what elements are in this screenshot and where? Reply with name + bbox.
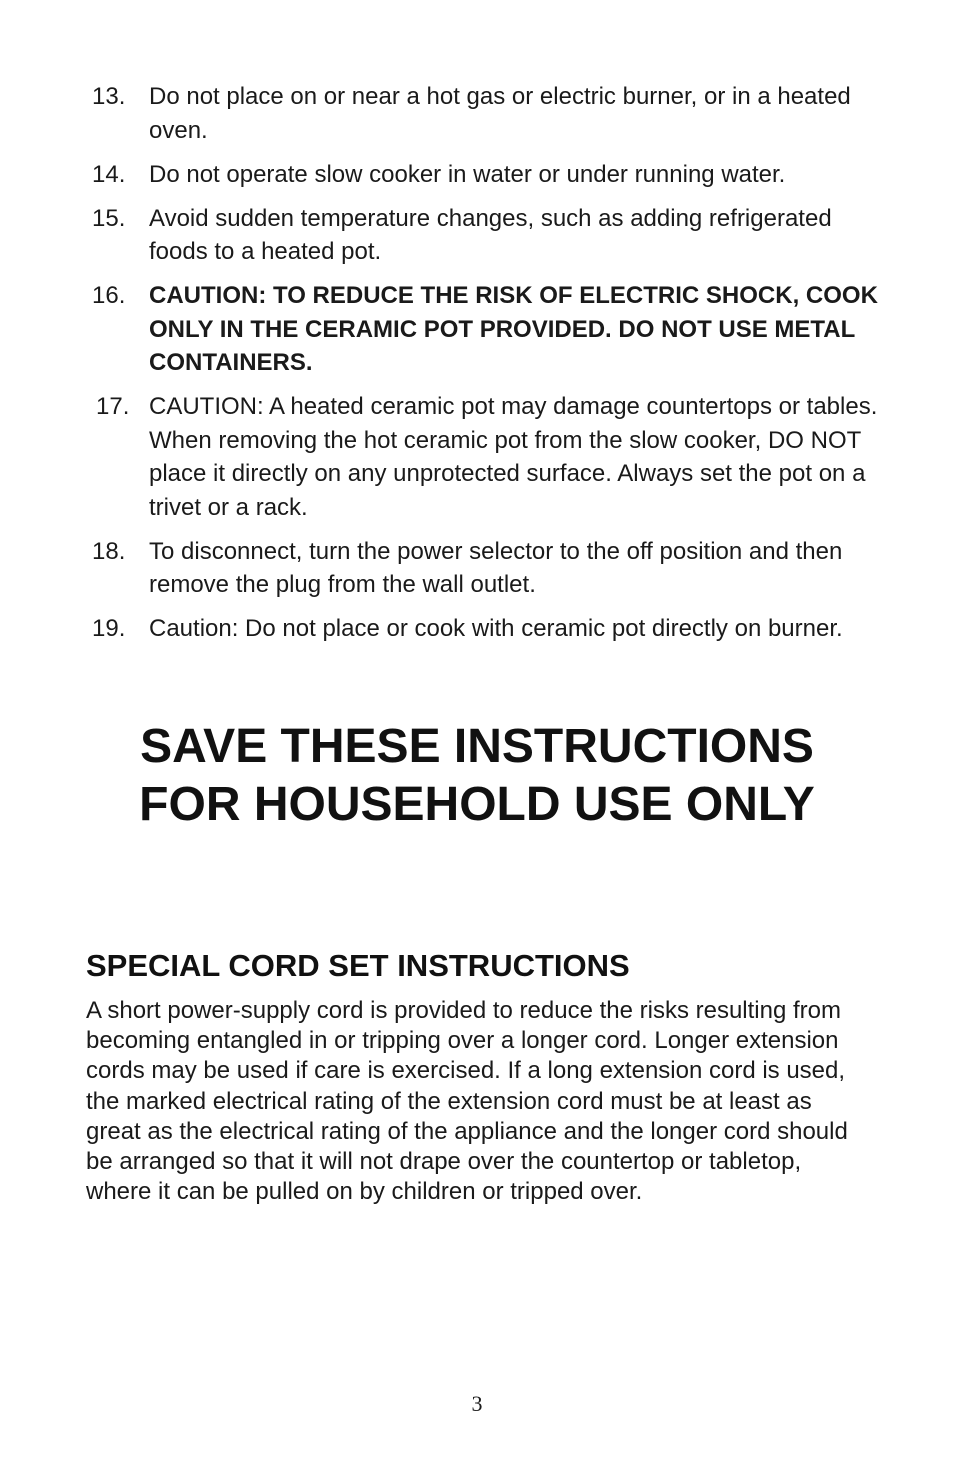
list-item-15 [92,202,882,269]
list-item-19 [92,612,882,646]
save-heading-line-2: FOR HOUSEHOLD USE ONLY [139,778,815,831]
page-number: 3 [471,1391,483,1416]
cord-set-paragraph: A short power-supply cord is provided to reduce the risks resulting from becoming entangled in or tripping over a longer cord. Longer extension cords may be used if care is exercised. If a long extension cord is used, the marked electrical rating of the extension cord must be at least as great as the electrical rating of the appliance and the longer cord should be arranged so that it will not drape over the countertop or tabletop, where it can be pulled on by children or tripped over. [86,997,848,1206]
cord-set-heading: SPECIAL CORD SET INSTRUCTIONS [86,948,630,983]
item-text: CAUTION: A heated ceramic pot may damage countertops or tables. When removing the hot ceramic pot from the slow cooker, DO NOT place it directly on any unprotected surface. Always set the pot on a trivet or a rack. [149,393,878,521]
list-item-14 [92,158,882,192]
safety-instructions-list [92,80,882,656]
item-number: 15. [92,204,126,232]
item-number: 14. [92,160,126,188]
item-number: 13. [92,83,126,110]
item-text: Do not operate slow cooker in water or under running water. [149,160,786,188]
item-text: Caution: Do not place or cook with ceramic pot directly on burner. [149,615,843,642]
save-instructions-heading [0,718,954,834]
list-item-16 [92,279,882,380]
item-number: 16. [92,282,126,309]
save-heading-line-1: SAVE THESE INSTRUCTIONS [140,720,814,773]
list-item-17 [92,390,882,524]
list-item-18 [92,535,882,602]
item-text-caution-bold: CAUTION: TO REDUCE THE RISK OF ELECTRIC SHOCK, COOK ONLY IN THE CERAMIC POT PROVIDED. DO NOT USE METAL CONTAINERS. [149,282,878,376]
item-text: To disconnect, turn the power selector to the off position and then remove the plug from the wall outlet. [149,537,843,598]
item-number: 17. [96,393,130,420]
item-text: Avoid sudden temperature changes, such as adding refrigerated foods to a heated pot. [149,204,832,265]
item-number: 19. [92,615,126,642]
item-number: 18. [92,537,126,565]
list-item-13 [92,80,882,147]
item-text: Do not place on or near a hot gas or electric burner, or in a heated oven. [149,83,851,144]
